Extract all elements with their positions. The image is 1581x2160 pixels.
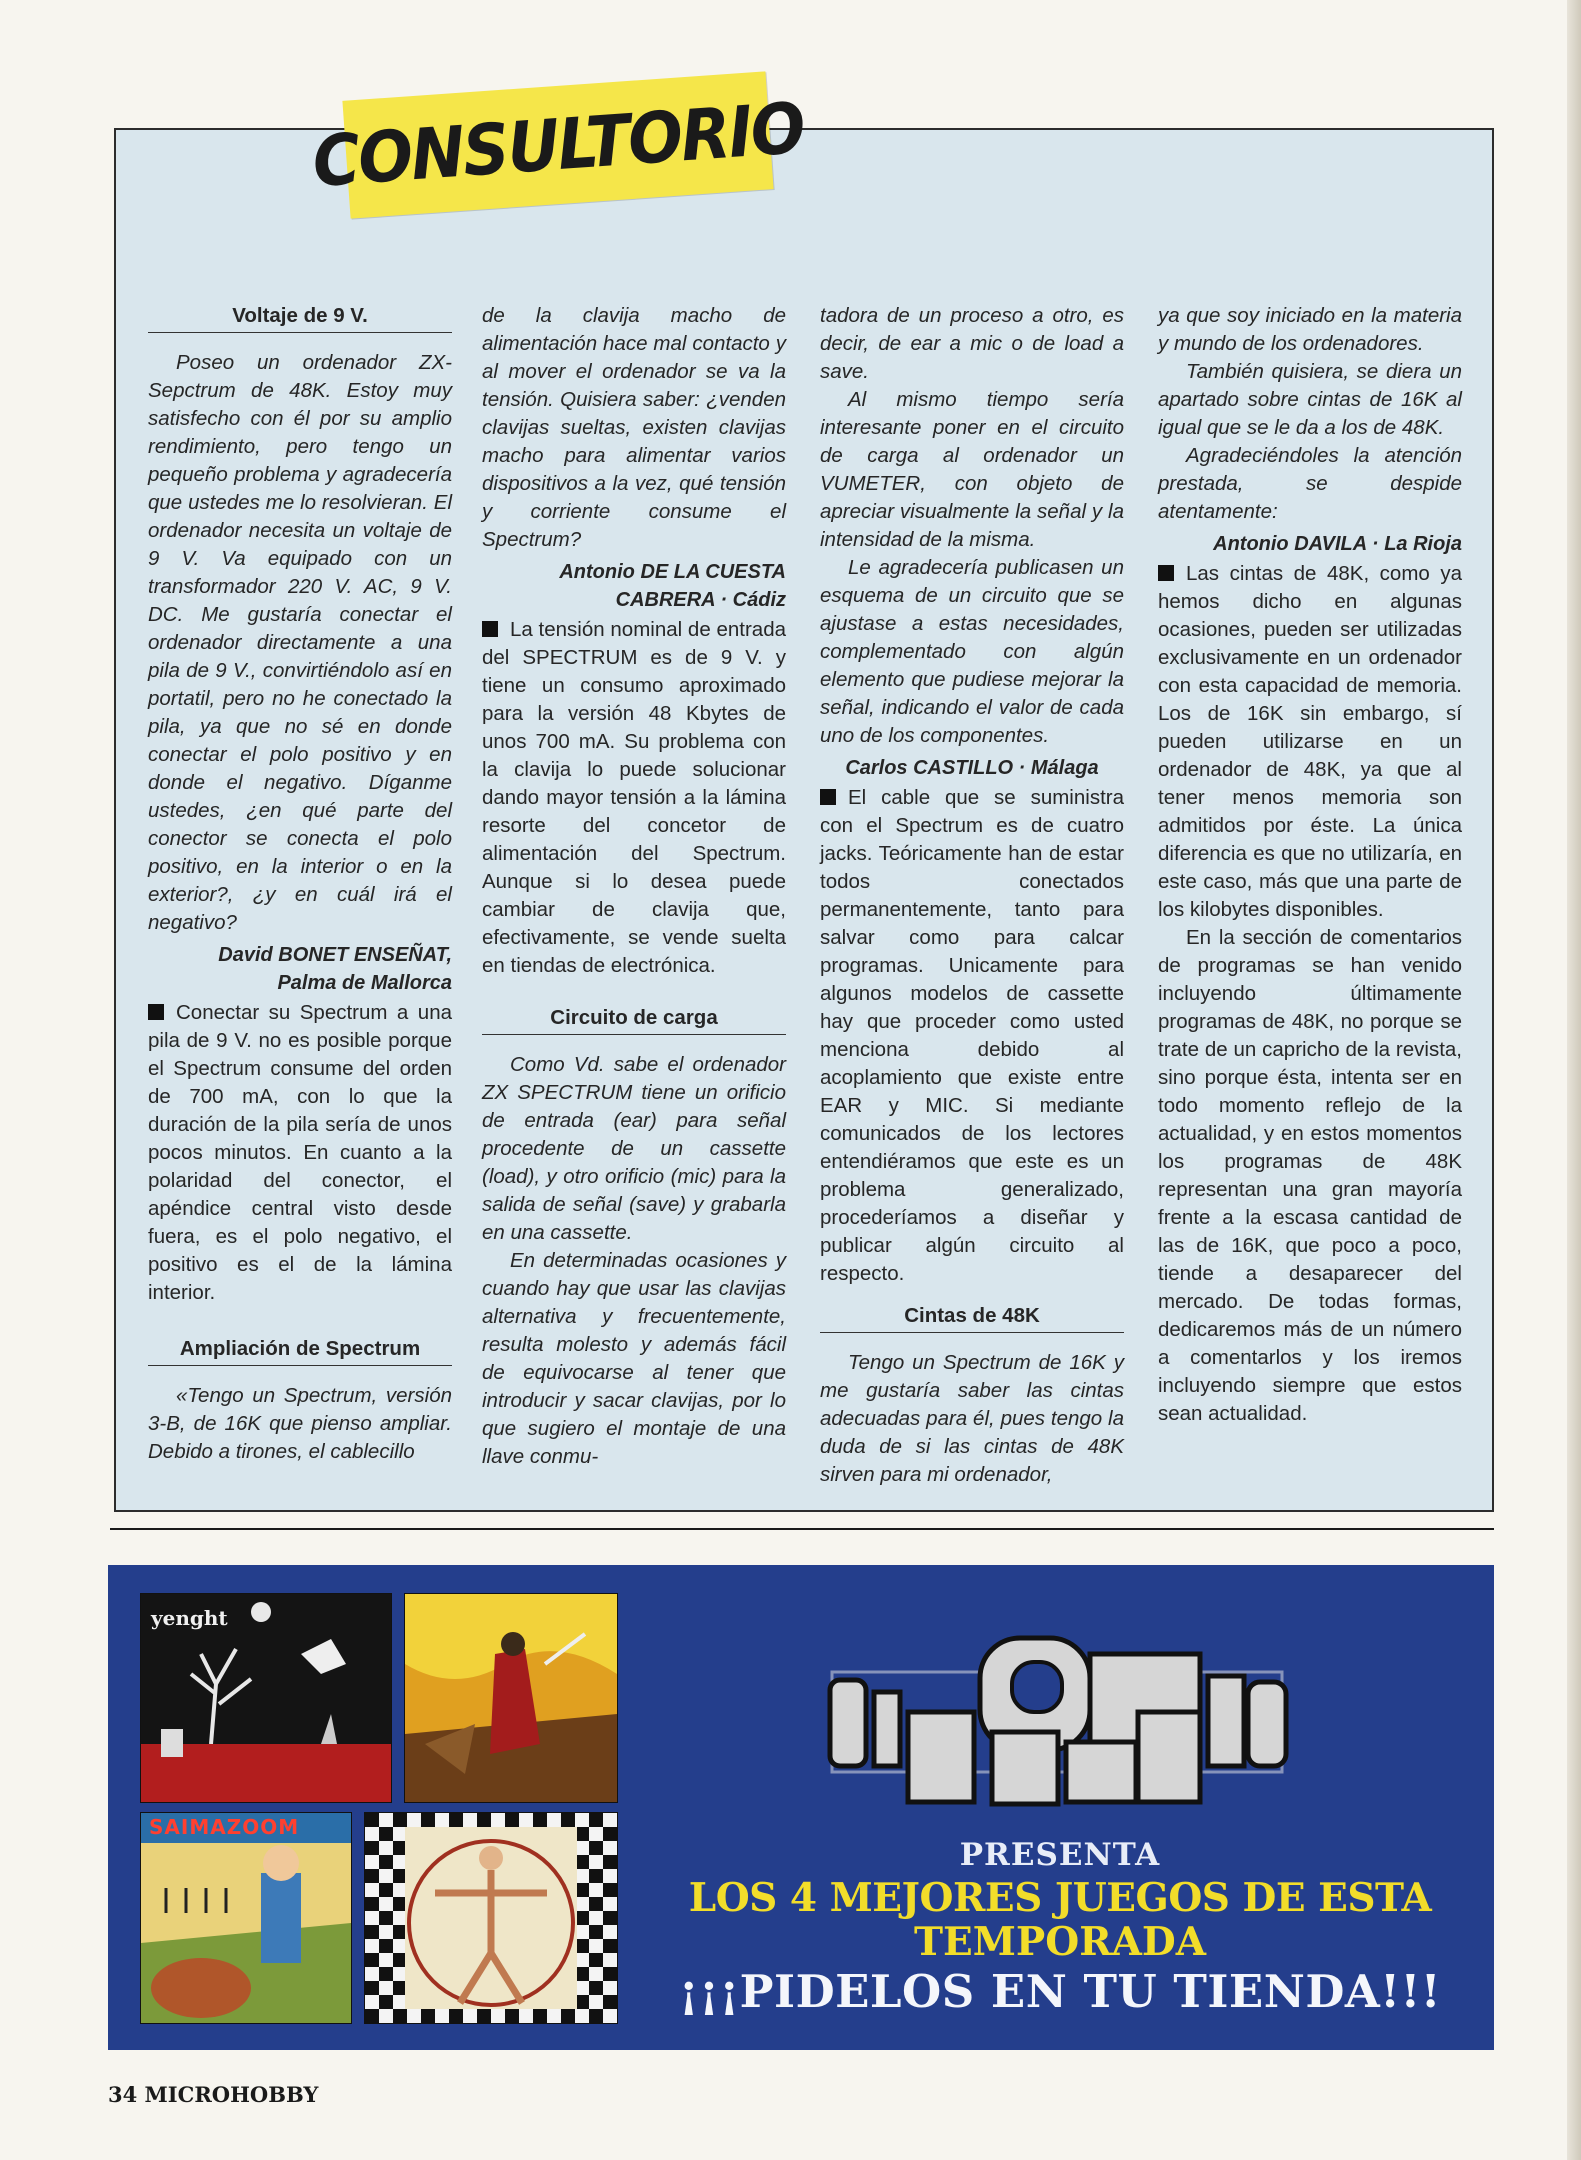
game-cover-saimazoom <box>140 1812 352 2024</box>
column-3 <box>820 302 1124 1502</box>
letter-text: También quisiera, se diera un apartado sobre cintas de 16K al igual que se le da a los de 48K. <box>1158 360 1462 439</box>
game-title-yenght: yenght <box>151 1606 228 1630</box>
dinamic-logo <box>822 1632 1292 1808</box>
letter-text: tadora de un proceso a otro, es decir, de ear a mic o de load a save. <box>820 304 1124 383</box>
page-edge <box>1567 0 1581 2160</box>
heading-ampliacion: Ampliación de Spectrum <box>148 1335 452 1366</box>
section-title-text: CONSULTORIO <box>309 86 807 204</box>
answer-bullet-icon <box>148 1004 164 1020</box>
letter-text: Poseo un ordenador ZX-Sepctrum de 48K. Estoy muy satisfecho con él por su amplio rendimiento, pero tengo un pequeño problema y agradecería que ustedes me lo resolvieran. El ordenador necesita un voltaje de 9 V. Va equipado con un transformador 220 V. AC, 9 V. DC. Me gustaría conectar el ordenador directamente a una pila de 9 V., convirtiéndolo así en portatil, pero no he conectado la pila, ya que no sé en donde conectar el polo positivo y en donde el negativo. Díganme ustedes, ¿en qué parte del conector se conecta el polo positivo, en la interior o en la exterior?, ¿y en cuál irá el negativo? <box>148 351 452 934</box>
game-title-saimazoom: SAIMAZOOM <box>149 1815 300 1839</box>
answer-text: Las cintas de 48K, como ya hemos dicho en algunas ocasiones, pueden ser utilizadas exclusivamente en un ordenador con esta capacidad de memoria. Los de 16K sin embargo, sí pueden utilizarse en un ordenador de 48K, ya que al tener menos memoria son admitidos por éste. La única diferencia es que no utilizaría, en este caso, más que una parte de los kilobytes disponibles. <box>1158 562 1462 921</box>
letter-text: Tengo un Spectrum de 16K y me gustaría saber las cintas adecuadas para él, pues tengo la duda de si las cintas de 48K sirven para mi ordenador, <box>820 1351 1124 1486</box>
heading-cintas: Cintas de 48K <box>820 1302 1124 1333</box>
letter-text: ya que soy iniciado en la materia y mundo de los ordenadores. <box>1158 304 1462 355</box>
game-cover-yenght <box>140 1593 392 1803</box>
signature: David BONET ENSEÑAT, Palma de Mallorca <box>218 944 452 994</box>
ad-headline-line2: TEMPORADA <box>914 1919 1206 1965</box>
letter-text: «Tengo un Spectrum, versión 3-B, de 16K que pienso ampliar. Debido a tirones, el cablecillo <box>148 1384 452 1463</box>
game-cover-vitruvian <box>364 1812 618 2024</box>
answer-text: En la sección de comentarios de programas se han venido incluyendo últimamente programas de 48K, no porque se trate de un capricho de la revista, sino porque ésta, intenta ser en todo momento reflejo de la actualidad, y en estos momentos los programas de 48K representan una gran mayoría frente a la escasa cantidad de las de 16K, que poco a poco, tiende a desaparecer del mercado. De todas formas, dedicaremos más de un número a comentarlos y los iremos incluyendo siempre que estos sean actualidad. <box>1158 926 1462 1425</box>
answer-text: La tensión nominal de entrada del SPECTRUM es de 9 V. y tiene un consumo aproximado para la versión 48 Kbytes de unos 700 mA. Su problema con la clavija lo puede solucionar dando mayor tensión a la lámina resorte del concetor de alimentación del Spectrum. Aunque si lo desea puede cambiar de clavija que, efectivamente, se vende suelta en tiendas de electrónica. <box>482 618 786 977</box>
letter-text: Agradeciéndoles la atención prestada, se despide atentamente: <box>1158 444 1462 523</box>
answer-text: Conectar su Spectrum a una pila de 9 V. no es posible porque el Spectrum consume del orden de 700 mA, con lo que la duración de la pila sería de unos pocos minutos. En cuanto a la polaridad del conector, el apéndice central visto desde fuera, es el polo negativo, el positivo es el de la lámina interior. <box>148 1001 452 1304</box>
page-footer: 34 MICROHOBBY <box>108 2082 319 2107</box>
answer-bullet-icon <box>1158 565 1174 581</box>
signature: Antonio DE LA CUESTA CABRERA · Cádiz <box>559 561 786 611</box>
letter-text: En determinadas ocasiones y cuando hay que usar las clavijas alternativa y frecuentemente, resulta molesto y además fácil de equivocarse al tener que introducir y sacar clavijas, por lo que sugiero el montaje de una llave conmu- <box>482 1249 786 1468</box>
letter-text: de la clavija macho de alimentación hace mal contacto y al mover el ordenador se va la tensión. Quisiera saber: ¿venden clavijas sueltas, existen clavijas macho para alimentar varios dispositivos a la vez, qué tensión y corriente consume el Spectrum? <box>482 304 786 551</box>
letter-text: Le agradecería publicasen un esquema de un circuito que se ajustase a estas necesidades, complementado con algún elemento que pudiese mejorar la señal, indicando el valor de cada uno de los componentes. <box>820 556 1124 747</box>
column-2 <box>482 302 786 1502</box>
heading-circuito: Circuito de carga <box>482 1004 786 1035</box>
letter-text: Al mismo tiempo sería interesante poner en el circuito de carga al ordenador un VUMETER, con objeto de apreciar visualmente la señal y la intensidad de la misma. <box>820 388 1124 551</box>
letter-text: Como Vd. sabe el ordenador ZX SPECTRUM tiene un orificio de entrada (ear) para señal procedente de un cassette (load), y otro orificio (mic) para la salida de señal (save) y grabarla en una cassette. <box>482 1053 786 1244</box>
answer-text: El cable que se suministra con el Spectrum es de cuatro jacks. Teóricamente han de estar todos conectados permanentemente, tanto para salvar como para calcar programas. Unicamente para algunos modelos de cassette hay que proceder como usted menciona debido al acoplamiento que existe entre EAR y MIC. Si mediante comunicados de los lectores entendiéramos que este es un problema generalizado, procederíamos a diseñar y publicar algún circuito al respecto. <box>820 786 1124 1285</box>
signature: Carlos CASTILLO · Málaga <box>845 757 1099 779</box>
column-1 <box>148 302 452 1502</box>
game-cover-warrior <box>404 1593 618 1803</box>
ad-headline-line1: LOS 4 MEJORES JUEGOS DE ESTA <box>688 1875 1432 1921</box>
ad-presenta: PRESENTA <box>959 1837 1161 1873</box>
ad-callout: ¡¡¡PIDELOS EN TU TIENDA!!! <box>678 1965 1442 2018</box>
section-divider <box>110 1528 1494 1530</box>
heading-voltaje: Voltaje de 9 V. <box>148 302 452 333</box>
answer-bullet-icon <box>482 621 498 637</box>
answer-bullet-icon <box>820 789 836 805</box>
signature: Antonio DAVILA · La Rioja <box>1213 533 1462 555</box>
column-4 <box>1158 302 1462 1502</box>
